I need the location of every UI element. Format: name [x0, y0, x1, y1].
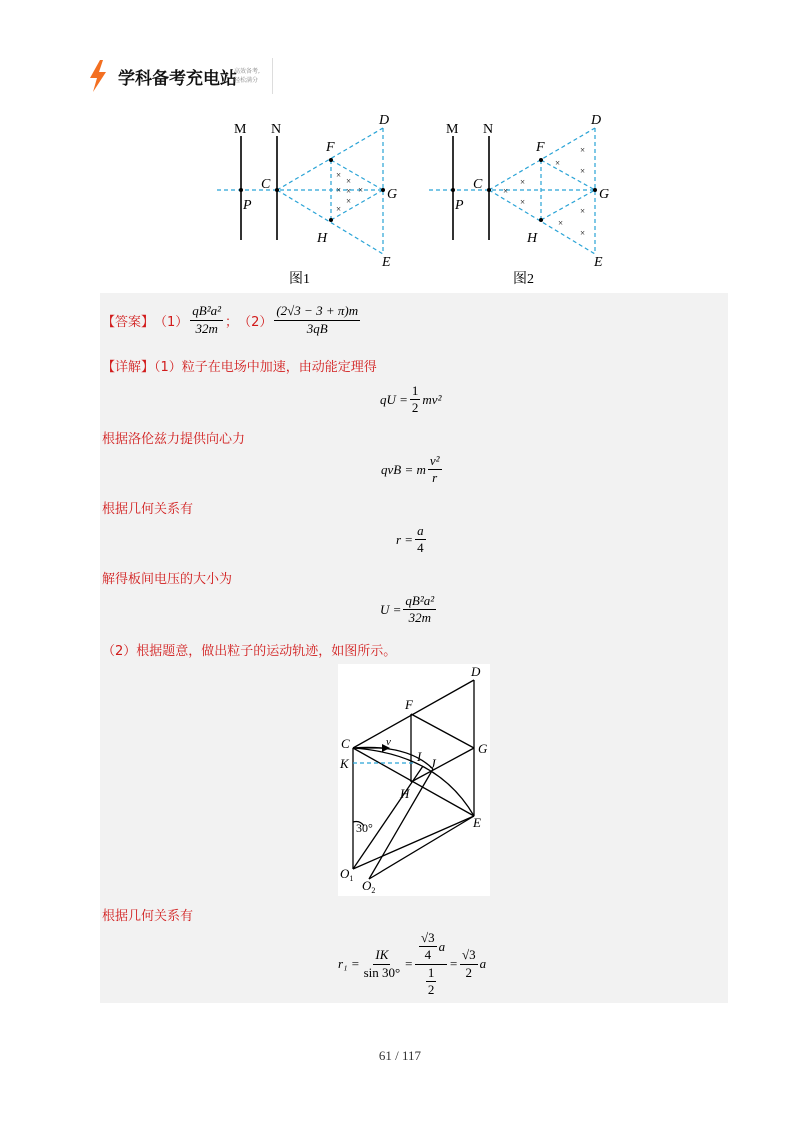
explain-step-1 [102, 356, 377, 375]
explain-step-4: 解得板间电压的大小为 [102, 572, 233, 587]
fraction-denominator: 3qB [306, 320, 328, 336]
figure-1-caption: 图1 [289, 272, 310, 287]
equation-3 [396, 524, 428, 556]
svg-text:×: × [346, 176, 352, 186]
fraction-numerator [415, 931, 447, 965]
equation-4 [380, 594, 438, 626]
label-g: G [599, 187, 610, 202]
explain-step-2: 根据洛伦兹力提供向心力 [102, 432, 246, 447]
fraction-numerator: qB²a² [190, 304, 223, 320]
figure-2-caption: 图2 [513, 272, 534, 287]
answer-separator: ； [225, 314, 239, 330]
label-m: M [446, 122, 459, 137]
fraction-denominator [422, 965, 441, 998]
answer-part1-label: （1） [154, 314, 189, 330]
equation-lhs: qU = [380, 391, 408, 407]
label-j: J [430, 756, 436, 771]
logo-slogan: 轻松满分 [234, 77, 259, 84]
point-g [593, 188, 597, 192]
label-e: E [473, 815, 481, 830]
variable-a: a [438, 938, 446, 954]
compound-fraction [415, 931, 447, 997]
equation-lhs: r₁ = [338, 956, 360, 971]
fraction-denominator: 2 [411, 400, 419, 416]
equation-fraction [428, 454, 442, 486]
point-h [329, 218, 333, 222]
label-d: D [471, 664, 481, 679]
explain-step-5: （2）根据题意，做出粒子的运动轨迹，如图所示。 [102, 644, 397, 659]
fraction-denominator: 32m [408, 610, 431, 626]
explain-step-1-text: （1）粒子在电场中加速，由动能定理得 [154, 360, 377, 375]
answer-part2-label: （2） [238, 314, 273, 330]
label-h: H [400, 786, 410, 801]
header-divider [272, 58, 273, 94]
logo-title: 学科备考充电站 [118, 69, 237, 89]
svg-text:×: × [346, 186, 352, 196]
label-f: F [405, 697, 413, 712]
label-e: E [382, 255, 391, 270]
fraction-numerator: √3 [460, 948, 478, 964]
point-c [275, 188, 279, 192]
equation-2 [381, 454, 444, 486]
lightning-icon [90, 60, 106, 92]
label-v: v [386, 736, 391, 748]
equation-lhs: r = [396, 531, 414, 547]
answer-line [102, 300, 362, 340]
fraction-denominator: sin 30° [363, 964, 401, 980]
svg-text:×: × [336, 185, 342, 195]
svg-text:×: × [336, 204, 342, 214]
point-c [487, 188, 491, 192]
equation-rhs: mv² [422, 391, 442, 407]
equation-fraction [415, 524, 426, 556]
equation-1 [380, 384, 441, 416]
label-f: F [326, 140, 335, 155]
svg-text:×: × [358, 185, 364, 195]
label-h: H [317, 231, 328, 246]
point-g [381, 188, 385, 192]
label-g: G [478, 741, 488, 756]
equation-fraction [403, 594, 436, 626]
svg-text:×: × [580, 206, 586, 216]
field-marks [503, 145, 585, 238]
fraction-denominator: 2 [427, 981, 435, 997]
svg-text:×: × [336, 170, 342, 180]
explain-label: 【详解】 [102, 360, 155, 375]
page-number: 61 / 117 [378, 1048, 422, 1063]
svg-text:×: × [558, 218, 564, 228]
fraction-numerator: 1 [426, 966, 437, 982]
label-k: K [340, 756, 349, 771]
figure-3-trajectory [338, 664, 490, 896]
field-marks [336, 170, 363, 214]
label-c: C [261, 177, 271, 192]
fraction-numerator: (2√3 − 3 + π)m [274, 304, 360, 320]
svg-text:×: × [503, 186, 509, 196]
fraction-numerator: v² [428, 454, 442, 470]
point-f [329, 158, 333, 162]
point-p [239, 188, 243, 192]
label-p: P [243, 198, 252, 213]
fraction-numerator: a [415, 524, 426, 540]
figure-1 [205, 108, 410, 288]
label-m: M [234, 122, 247, 137]
svg-text:×: × [555, 158, 561, 168]
svg-text:×: × [580, 228, 586, 238]
logo-slogan: 高效备考, [234, 68, 260, 75]
fraction-denominator: 2 [465, 964, 472, 980]
label-i: I [417, 749, 422, 764]
label-d: D [591, 113, 602, 128]
fraction-numerator: qB²a² [403, 594, 436, 610]
svg-text:×: × [580, 145, 586, 155]
label-e: E [594, 255, 603, 270]
label-h: H [527, 231, 538, 246]
fraction-denominator: r [432, 470, 438, 486]
equation-fraction [362, 948, 403, 980]
fraction-numerator: √3 [419, 931, 437, 947]
label-angle: 30° [356, 821, 373, 835]
equals-sign: = [449, 956, 458, 971]
label-n: N [271, 122, 282, 137]
point-f [539, 158, 543, 162]
equation-5 [338, 929, 487, 997]
svg-text:×: × [520, 197, 526, 207]
equals-sign: = [404, 956, 414, 971]
answer-label: 【答案】 [102, 314, 155, 330]
fraction-numerator: IK [373, 948, 390, 964]
equation-fraction [460, 948, 478, 980]
explain-step-6: 根据几何关系有 [102, 909, 194, 924]
fraction-denominator: 32m [195, 320, 218, 336]
figure-2 [417, 108, 622, 288]
label-n: N [483, 122, 494, 137]
variable-a: a [479, 956, 487, 971]
label-c: C [341, 736, 350, 751]
fraction-numerator: 1 [410, 384, 421, 400]
point-p [451, 188, 455, 192]
equation-fraction [410, 384, 421, 416]
svg-text:×: × [346, 196, 352, 206]
equation-lhs: qvB = m [381, 461, 426, 477]
label-p: P [455, 198, 464, 213]
fraction-denominator: 4 [417, 540, 424, 556]
point-h [539, 218, 543, 222]
svg-text:×: × [520, 177, 526, 187]
explain-step-3: 根据几何关系有 [102, 502, 194, 517]
fraction-denominator: 4 [424, 947, 432, 963]
label-g: G [387, 187, 398, 202]
label-f: F [536, 140, 545, 155]
svg-text:×: × [580, 166, 586, 176]
equation-lhs: U = [380, 601, 402, 617]
answer-part1-fraction [190, 304, 223, 336]
label-o1: $O_1$ [340, 866, 354, 883]
label-o2: $O_2$ [362, 878, 376, 895]
answer-part2-fraction [274, 304, 360, 336]
label-d: D [379, 113, 390, 128]
label-c: C [473, 177, 483, 192]
